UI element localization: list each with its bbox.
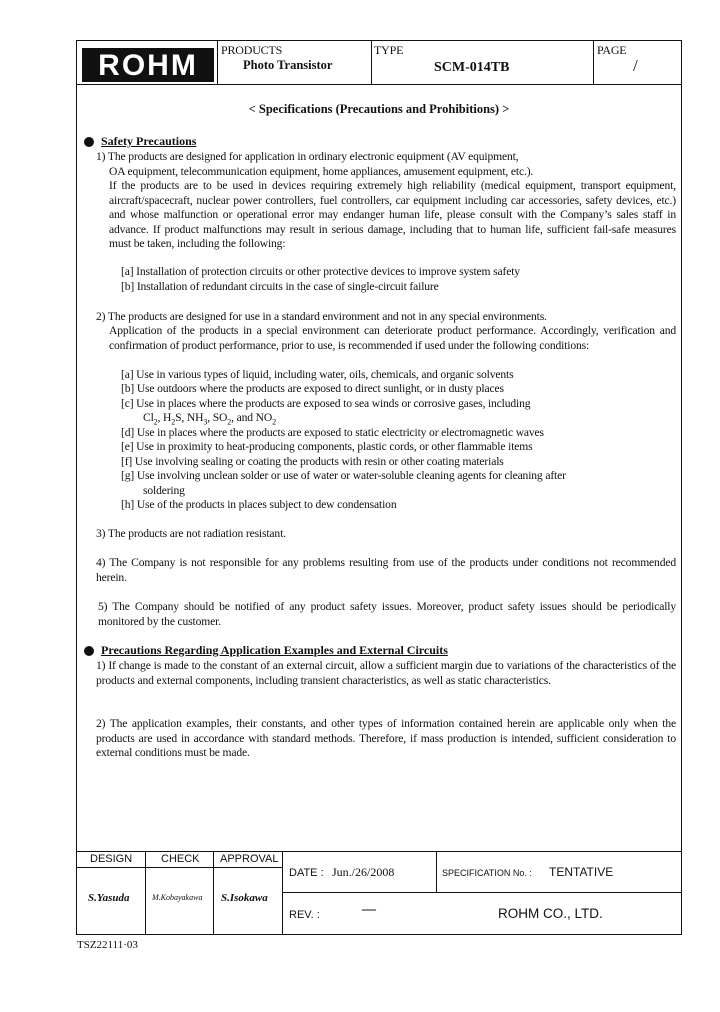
safety-item-5: 5) The Company should be notified of any product safety issues. Moreover, product safety issues should be periodically monitored by the customer. bbox=[98, 600, 676, 628]
check-signature: M.Kobayakawa bbox=[152, 893, 203, 902]
safety-heading: Safety Precautions bbox=[101, 134, 197, 148]
products-value: Photo Transistor bbox=[243, 58, 333, 72]
company-name: ROHM CO., LTD. bbox=[498, 906, 603, 921]
footer-col-divider bbox=[213, 851, 214, 935]
safety-item-2-g: [g] Use involving unclean solder or use of water or water-soluble cleaning agents for cleaning after bbox=[121, 469, 566, 482]
rev-label: REV. : bbox=[289, 909, 320, 921]
design-signature: S.Yasuda bbox=[88, 892, 130, 904]
safety-item-2-g-cont: soldering bbox=[143, 484, 185, 497]
bullet-icon bbox=[84, 646, 94, 656]
logo-text: ROHM bbox=[98, 49, 198, 82]
type-value: SCM-014TB bbox=[434, 60, 510, 75]
document-code: TSZ22111·03 bbox=[77, 939, 138, 951]
circuits-item-1: 1) If change is made to the constant of an external circuit, allow a sufficient margin due to variations of the characteristics of the products and external components, including transient characteristics, as well as static characteristics. bbox=[96, 659, 676, 687]
header-divider bbox=[76, 84, 682, 85]
products-label: PRODUCTS bbox=[221, 43, 283, 57]
page-value: / bbox=[633, 56, 638, 75]
safety-item-1-paragraph: If the products are to be used in devices requiring extremely high reliability (medical equipment, transport equipment, aircraft/spacecraft, nuclear power controllers, fuel controllers, car equipment including car accessories, safety devices, etc.) and whose malfunction or operational error may endanger human life, please consult with the Company’s sales staff in advance. If product malfunctions may result in serious damage, including that to human life, sufficient fail-safe measures must be taken, including the following: bbox=[109, 179, 676, 250]
rev-value: — bbox=[362, 902, 376, 917]
specification-value: TENTATIVE bbox=[549, 865, 614, 879]
safety-item-2-h: [h] Use of the products in places subject to dew condensation bbox=[121, 498, 397, 511]
circuits-heading: Precautions Regarding Application Examples and External Circuits bbox=[101, 643, 448, 657]
bullet-icon bbox=[84, 137, 94, 147]
safety-item-4: 4) The Company is not responsible for any problems resulting from use of the products under conditions not recommended herein. bbox=[96, 556, 676, 584]
safety-item-2-f: [f] Use involving sealing or coating the products with resin or other coating materials bbox=[121, 455, 504, 468]
safety-item-1-a: [a] Installation of protection circuits or other protective devices to improve system safety bbox=[121, 265, 520, 278]
footer-col-divider bbox=[145, 851, 146, 935]
header-col-divider bbox=[217, 40, 218, 84]
date-label: DATE : bbox=[289, 867, 324, 879]
type-label: TYPE bbox=[374, 43, 404, 57]
safety-item-1-line-1: 1) The products are designed for application in ordinary electronic equipment (AV equipment, bbox=[96, 150, 519, 163]
page-label: PAGE bbox=[597, 43, 627, 57]
safety-item-2-c-gases: $Cl_2$, $H_2S$, $NH_3$, $SO_2$, and $NO_2$ bbox=[143, 411, 276, 427]
safety-item-2-a: [a] Use in various types of liquid, including water, oils, chemicals, and organic solvents bbox=[121, 368, 514, 381]
circuits-item-2: 2) The application examples, their constants, and other types of information contained herein are applicable only when the products are used in accordance with standard methods. Therefore, if mass production is intended, sufficient consideration to external conditions must be made. bbox=[96, 717, 676, 759]
header-col-divider bbox=[593, 40, 594, 84]
safety-item-2-c: [c] Use in places where the products are exposed to sea winds or corrosive gases, including bbox=[121, 397, 531, 410]
design-label: DESIGN bbox=[90, 853, 133, 865]
rohm-logo bbox=[82, 48, 214, 82]
footer-col-divider bbox=[436, 851, 437, 892]
footer-divider bbox=[76, 867, 282, 868]
specification-label: SPECIFICATION No. : bbox=[442, 868, 532, 878]
approval-label: APPROVAL bbox=[220, 853, 279, 865]
safety-item-2-paragraph: Application of the products in a special environment can deteriorate product performance. Accordingly, verification and confirmation of product performance, prior to use, is recommended if used under the following conditions: bbox=[109, 324, 676, 352]
safety-item-2-line-1: 2) The products are designed for use in a standard environment and not in any special environments. bbox=[96, 310, 547, 323]
safety-item-1-line-2: OA equipment, telecommunication equipment, home appliances, amusement equipment, etc.). bbox=[109, 165, 534, 178]
header-col-divider bbox=[371, 40, 372, 84]
date-value: Jun./26/2008 bbox=[332, 865, 395, 879]
approval-signature: S.Isokawa bbox=[221, 892, 268, 904]
page-title: < Specifications (Precautions and Prohibitions) > bbox=[248, 102, 510, 116]
safety-item-1-b: [b] Installation of redundant circuits in the case of single-circuit failure bbox=[121, 280, 439, 293]
footer-col-divider bbox=[282, 851, 283, 935]
safety-item-2-b: [b] Use outdoors where the products are exposed to direct sunlight, or in dusty places bbox=[121, 382, 504, 395]
safety-item-2-d: [d] Use in places where the products are exposed to static electricity or electromagnetic waves bbox=[121, 426, 544, 439]
safety-item-3: 3) The products are not radiation resistant. bbox=[96, 527, 286, 540]
safety-item-2-e: [e] Use in proximity to heat-producing components, plastic cords, or other flammable items bbox=[121, 440, 533, 453]
footer-divider bbox=[282, 892, 682, 893]
footer-divider bbox=[76, 851, 682, 852]
check-label: CHECK bbox=[161, 853, 200, 865]
